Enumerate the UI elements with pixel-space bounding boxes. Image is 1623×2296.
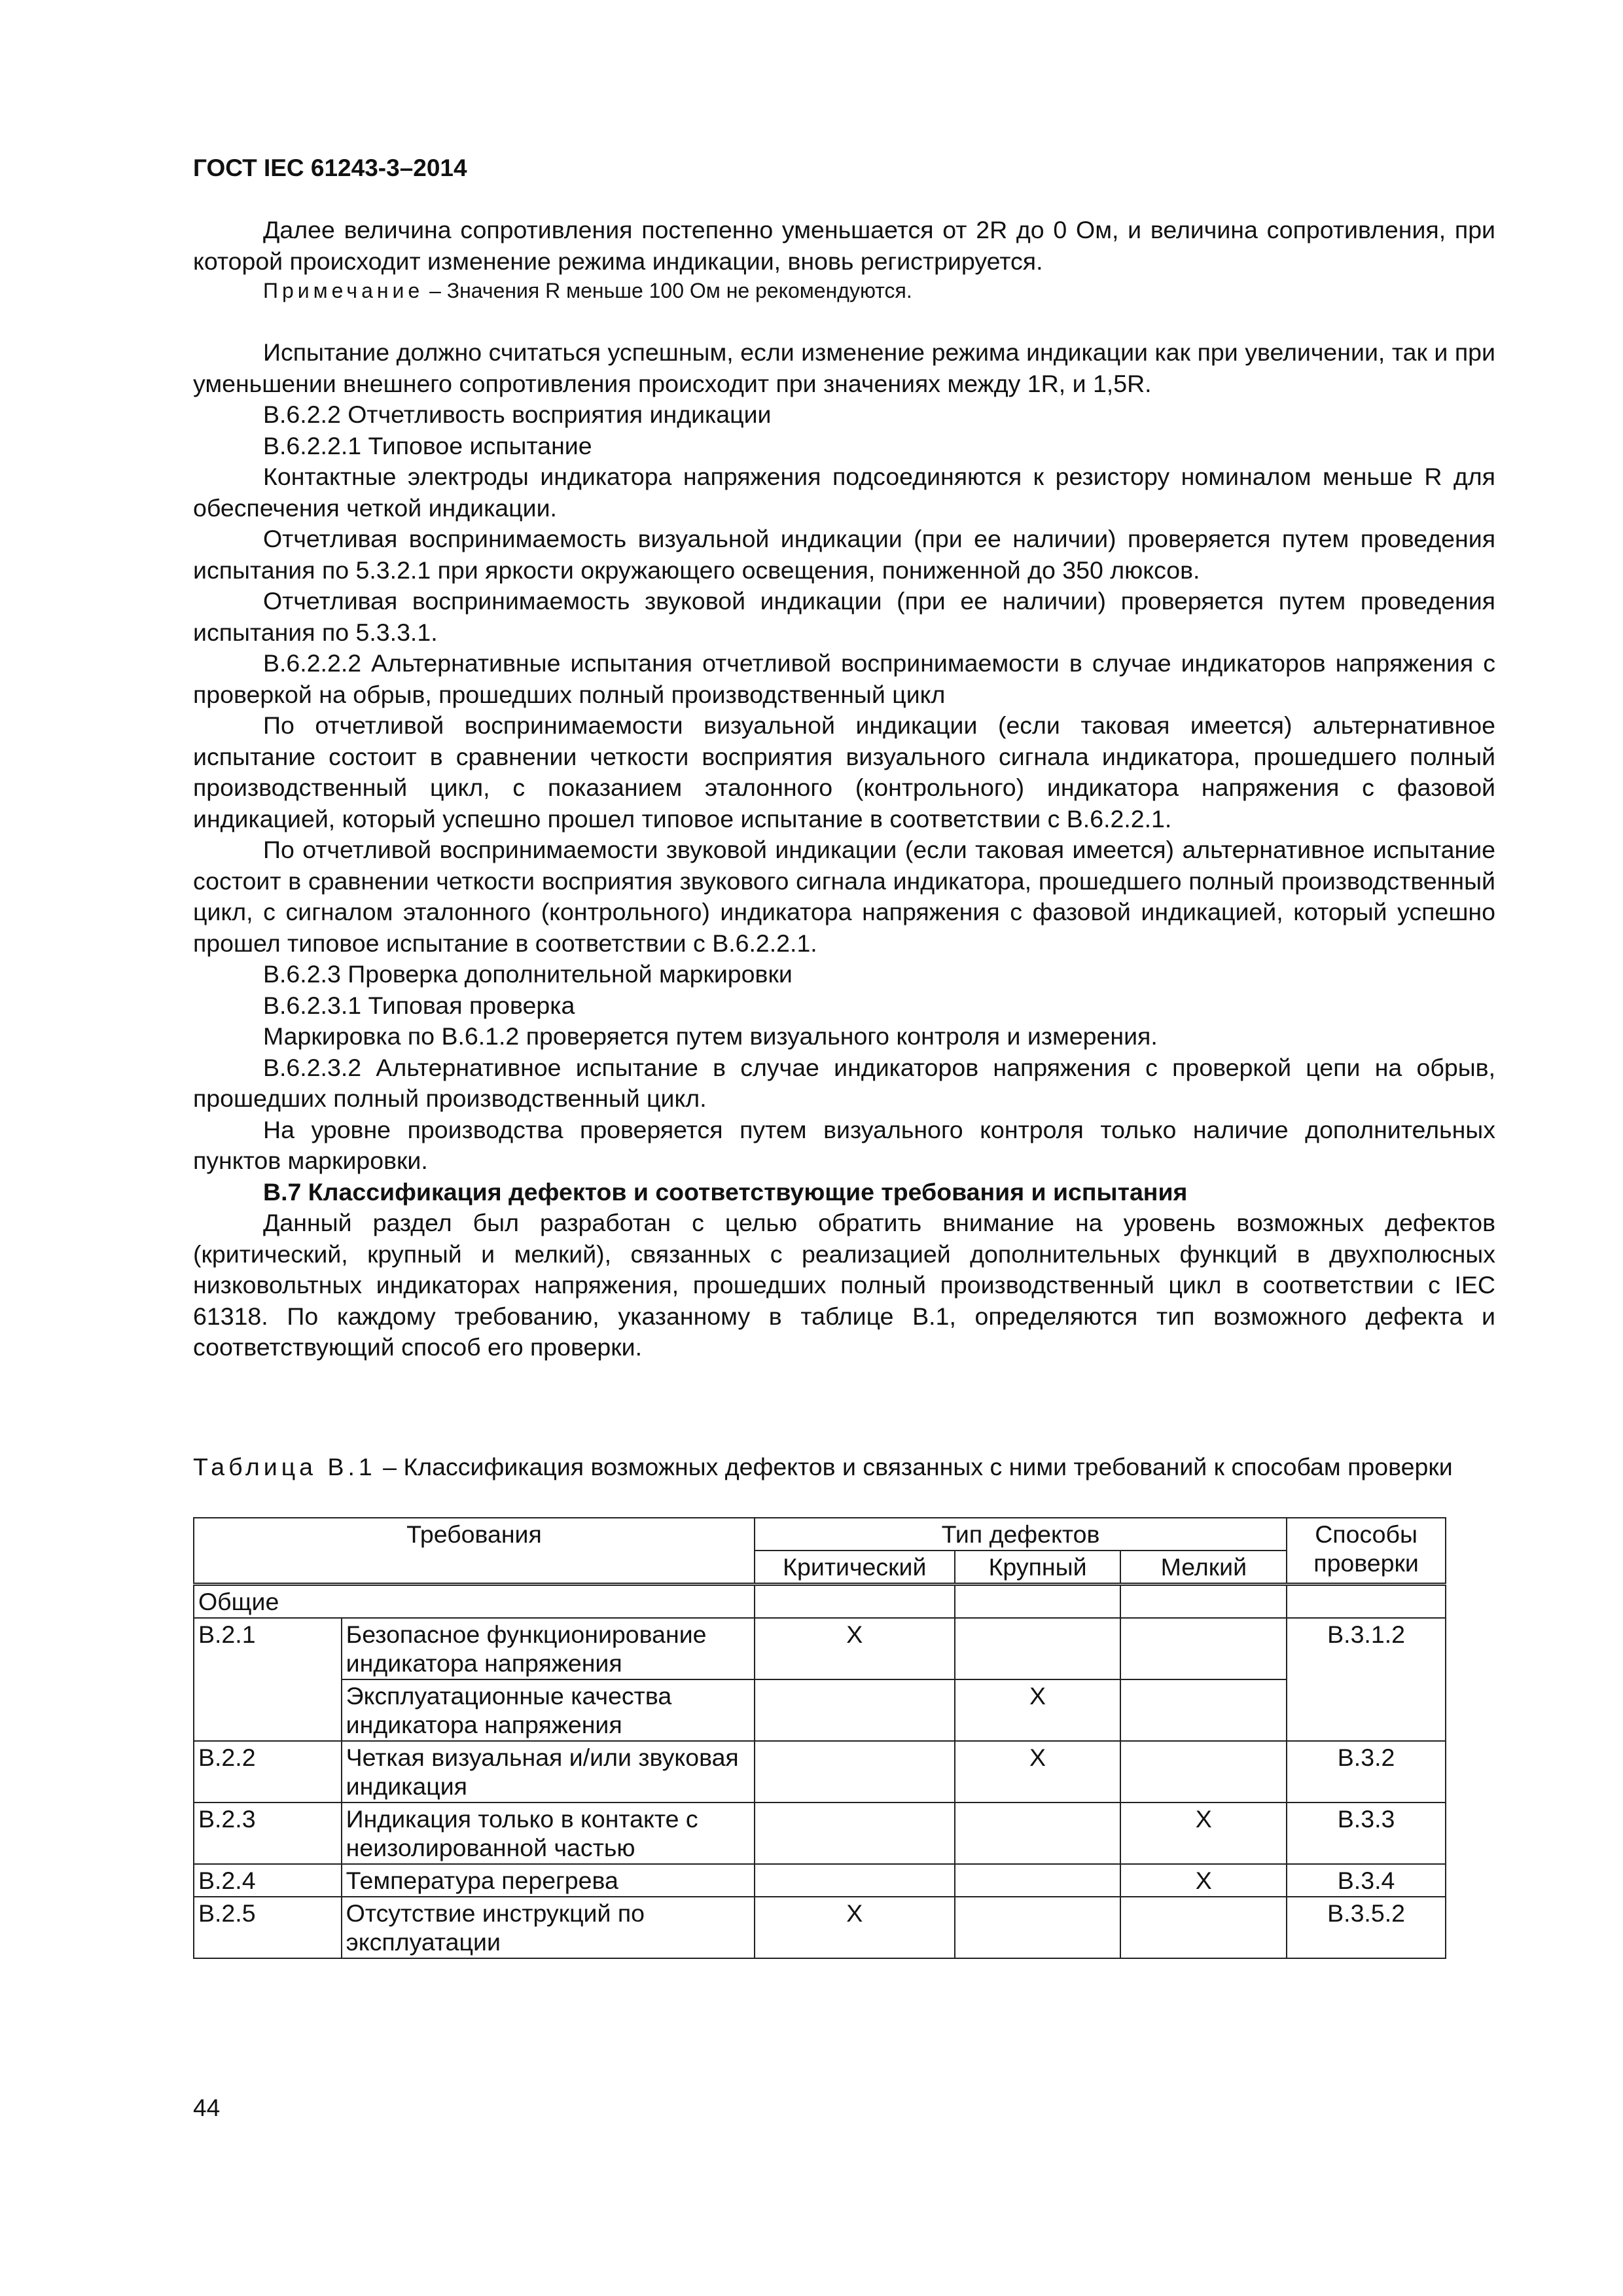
row-critical bbox=[755, 1741, 955, 1803]
row-minor bbox=[1120, 1897, 1287, 1958]
header-requirements: Требования bbox=[194, 1518, 755, 1585]
row-code: В.2.3 bbox=[194, 1803, 342, 1864]
row-code: В.2.1 bbox=[194, 1618, 342, 1741]
row-critical: Х bbox=[755, 1897, 955, 1958]
note-label: Примечание bbox=[263, 279, 424, 302]
paragraph: По отчетливой воспринимаемости звуковой индикации (если таковая имеется) альтернативное испытание состоит в сравнении четкости восприятия звукового сигнала индикатора, прошедшего полный производственный цикл, с сигналом эталонного (контрольного) индикатора напряжения с фазовой индикацией, который успешно прошел типовое испытание в соответствии с В.6.2.2.1. bbox=[193, 836, 1495, 957]
table-row bbox=[194, 1679, 1446, 1741]
row-requirement: Отсутствие инструкций по эксплуатации bbox=[342, 1897, 755, 1958]
table-header-row bbox=[194, 1518, 1446, 1551]
clause-heading: В.6.2.2.2 Альтернативные испытания отчетливой воспринимаемости в случае индикаторов напряжения с проверкой на обрыв, прошедших полный производственный цикл bbox=[193, 649, 1495, 708]
table-caption-text: – Классификация возможных дефектов и связанных с ними требований к способам проверки bbox=[376, 1453, 1453, 1480]
table-row bbox=[194, 1618, 1446, 1679]
clause-heading: В.6.2.3.1 Типовая проверка bbox=[263, 991, 575, 1019]
row-major bbox=[955, 1864, 1121, 1897]
paragraph: Далее величина сопротивления постепенно уменьшается от 2R до 0 Ом, и величина сопротивления, при которой происходит изменение режима индикации, вновь регистрируется. bbox=[193, 216, 1495, 275]
row-code: В.2.4 bbox=[194, 1864, 342, 1897]
row-major bbox=[955, 1803, 1121, 1864]
clause-heading: В.6.2.3.2 Альтернативное испытание в случае индикаторов напряжения с проверкой цепи на обрыв, прошедших полный производственный цикл. bbox=[193, 1053, 1495, 1112]
row-requirement: Температура перегрева bbox=[342, 1864, 755, 1897]
body-text bbox=[193, 215, 1495, 1363]
row-requirement: Индикация только в контакте с неизолированной частью bbox=[342, 1803, 755, 1864]
row-critical bbox=[755, 1679, 955, 1741]
row-critical: Х bbox=[755, 1618, 955, 1679]
header-major: Крупный bbox=[955, 1551, 1121, 1585]
document-id: ГОСТ IEC 61243-3–2014 bbox=[193, 154, 467, 181]
row-major bbox=[955, 1897, 1121, 1958]
row-code: В.2.2 bbox=[194, 1741, 342, 1803]
header-methods: Способы проверки bbox=[1287, 1518, 1446, 1585]
table-caption-label: Таблица В.1 bbox=[193, 1453, 376, 1480]
row-critical bbox=[755, 1803, 955, 1864]
note-text: – Значения R меньше 100 Ом не рекомендуются. bbox=[423, 279, 912, 302]
row-requirement: Четкая визуальная и/или звуковая индикация bbox=[342, 1741, 755, 1803]
paragraph: Контактные электроды индикатора напряжения подсоединяются к резистору номиналом меньше R для обеспечения четкой индикации. bbox=[193, 463, 1495, 522]
row-minor bbox=[1120, 1679, 1287, 1741]
row-minor: Х bbox=[1120, 1864, 1287, 1897]
paragraph: По отчетливой воспринимаемости визуальной индикации (если таковая имеется) альтернативное испытание состоит в сравнении четкости восприятия визуального сигнала индикатора, прошедшего полный производственный цикл, с показанием эталонного (контрольного) индикатора напряжения с фазовой индикацией, который успешно прошел типовое испытание в соответствии с В.6.2.2.1. bbox=[193, 711, 1495, 833]
section-heading: В.7 Классификация дефектов и соответствующие требования и испытания bbox=[263, 1177, 1188, 1206]
table-cell bbox=[755, 1585, 955, 1619]
row-minor bbox=[1120, 1618, 1287, 1679]
paragraph: Отчетливая воспринимаемость звуковой индикации (при ее наличии) проверяется путем проведения испытания по 5.3.3.1. bbox=[193, 587, 1495, 646]
row-method: В.3.4 bbox=[1287, 1864, 1446, 1897]
row-requirement: Безопасное функционирование индикатора напряжения bbox=[342, 1618, 755, 1679]
row-major: Х bbox=[955, 1741, 1121, 1803]
row-critical bbox=[755, 1864, 955, 1897]
table-caption bbox=[193, 1452, 1495, 1482]
clause-heading: В.6.2.3 Проверка дополнительной маркировки bbox=[263, 960, 793, 988]
paragraph: Маркировка по В.6.1.2 проверяется путем визуального контроля и измерения. bbox=[263, 1022, 1158, 1050]
row-code: В.2.5 bbox=[194, 1897, 342, 1958]
page-number: 44 bbox=[193, 2094, 221, 2121]
row-major: Х bbox=[955, 1679, 1121, 1741]
header-critical: Критический bbox=[755, 1551, 955, 1585]
header-minor: Мелкий bbox=[1120, 1551, 1287, 1585]
clause-heading: В.6.2.2 Отчетливость восприятия индикации bbox=[263, 401, 772, 428]
row-method: В.3.5.2 bbox=[1287, 1897, 1446, 1958]
note bbox=[193, 277, 1495, 304]
defects-table bbox=[193, 1517, 1446, 1959]
table-row bbox=[194, 1897, 1446, 1958]
clause-heading: В.6.2.2.1 Типовое испытание bbox=[263, 431, 592, 459]
paragraph: Испытание должно считаться успешным, если изменение режима индикации как при увеличении, так и при уменьшении внешнего сопротивления происходит при значениях между 1R, и 1,5R. bbox=[193, 338, 1495, 397]
row-major bbox=[955, 1618, 1121, 1679]
table-row bbox=[194, 1864, 1446, 1897]
table-group-row bbox=[194, 1585, 1446, 1619]
table-cell bbox=[1287, 1585, 1446, 1619]
group-label: Общие bbox=[194, 1585, 755, 1619]
paragraph: Отчетливая воспринимаемость визуальной индикации (при ее наличии) проверяется путем проведения испытания по 5.3.2.1 при яркости окружающего освещения, пониженной до 350 люксов. bbox=[193, 525, 1495, 584]
table-row bbox=[194, 1803, 1446, 1864]
table-row bbox=[194, 1741, 1446, 1803]
paragraph: На уровне производства проверяется путем визуального контроля только наличие дополнительных пунктов маркировки. bbox=[193, 1115, 1495, 1174]
row-method: В.3.3 bbox=[1287, 1803, 1446, 1864]
table-cell bbox=[955, 1585, 1121, 1619]
row-minor: Х bbox=[1120, 1803, 1287, 1864]
row-minor bbox=[1120, 1741, 1287, 1803]
paragraph: Данный раздел был разработан с целью обратить внимание на уровень возможных дефектов (критический, крупный и мелкий), связанных с реализацией дополнительных функций в двухполюсных низковольтных индикаторах напряжения, прошедших полный производственный цикл в соответствии с IEC 61318. По каждому требованию, указанному в таблице В.1, определяются тип возможного дефекта и соответствующий способ его проверки. bbox=[193, 1209, 1495, 1361]
table-cell bbox=[1120, 1585, 1287, 1619]
row-method: В.3.1.2 bbox=[1287, 1618, 1446, 1741]
row-method: В.3.2 bbox=[1287, 1741, 1446, 1803]
row-requirement: Эксплуатационные качества индикатора напряжения bbox=[342, 1679, 755, 1741]
header-defect-type: Тип дефектов bbox=[755, 1518, 1287, 1551]
